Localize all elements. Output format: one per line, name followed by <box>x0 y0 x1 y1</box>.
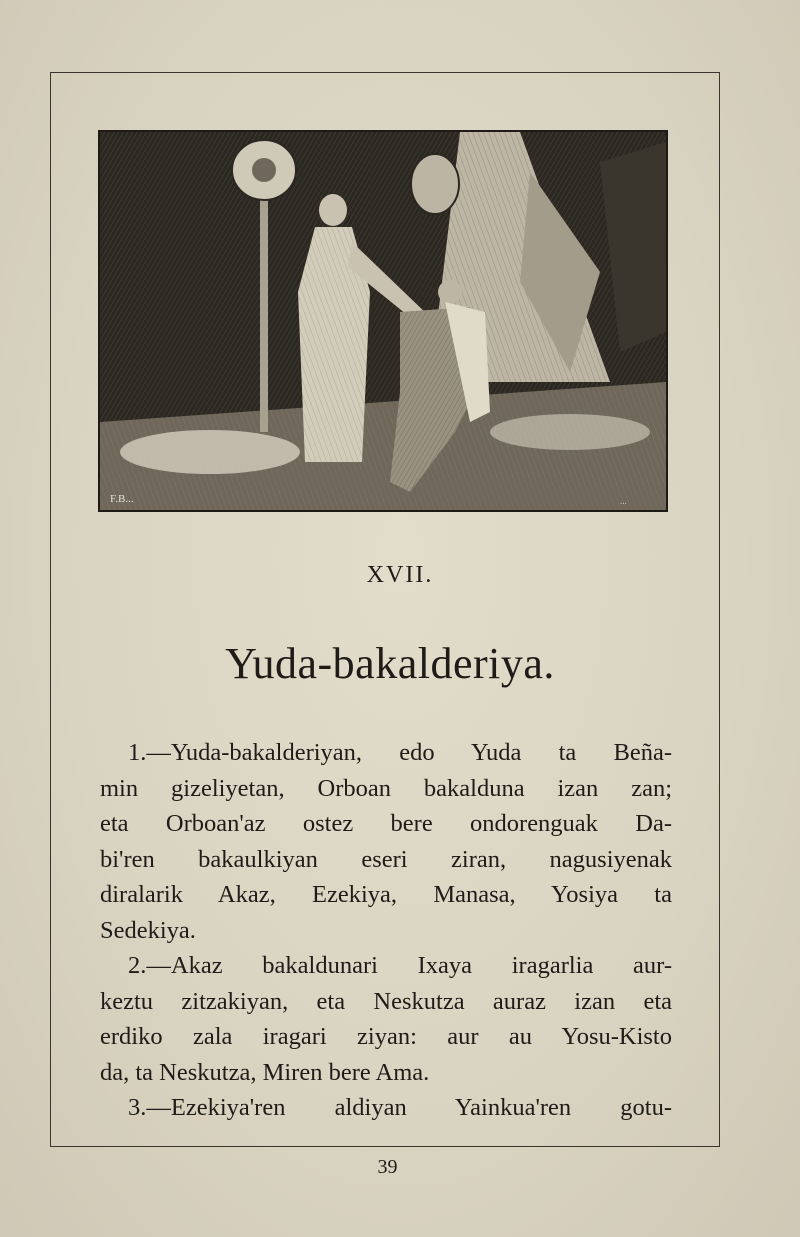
text-line: eta Orboan'az ostez bere ondorenguak Da- <box>100 810 672 837</box>
text-line: keztu zitzakiyan, eta Neskutza auraz izan eta <box>100 987 672 1015</box>
text-line: erdiko zala iragari ziyan: aur au Yosu-Kisto <box>100 1023 672 1050</box>
chapter-number: XVII. <box>366 562 434 588</box>
illustration-signature-left: F.B... <box>110 493 134 505</box>
chapter-title: Yuda-bakalderiya. <box>225 639 555 688</box>
text-line: 1.—Yuda-bakalderiyan, edo Yuda ta Beña- <box>128 739 672 766</box>
text-line: 3.—Ezekiya'ren aldiyan Yainkua'ren gotu- <box>128 1094 672 1121</box>
text-line: bi'ren bakaulkiyan eseri ziran, nagusiyenak <box>100 845 672 873</box>
text-line: Sedekiya. <box>100 916 196 944</box>
text-line: min gizeliyetan, Orboan bakalduna izan zan; <box>100 774 672 802</box>
text-line: da, ta Neskutza, Miren bere Ama. <box>100 1058 430 1086</box>
engraving-illustration <box>98 130 668 512</box>
illustration-signature-right: ... <box>620 496 627 506</box>
text-line: diralarik Akaz, Ezekiya, Manasa, Yosiya ta <box>100 881 672 908</box>
text-line: 2.—Akaz bakaldunari Ixaya iragarlia aur- <box>128 952 672 979</box>
body-text <box>100 735 672 1126</box>
page-number: 39 <box>377 1156 398 1178</box>
